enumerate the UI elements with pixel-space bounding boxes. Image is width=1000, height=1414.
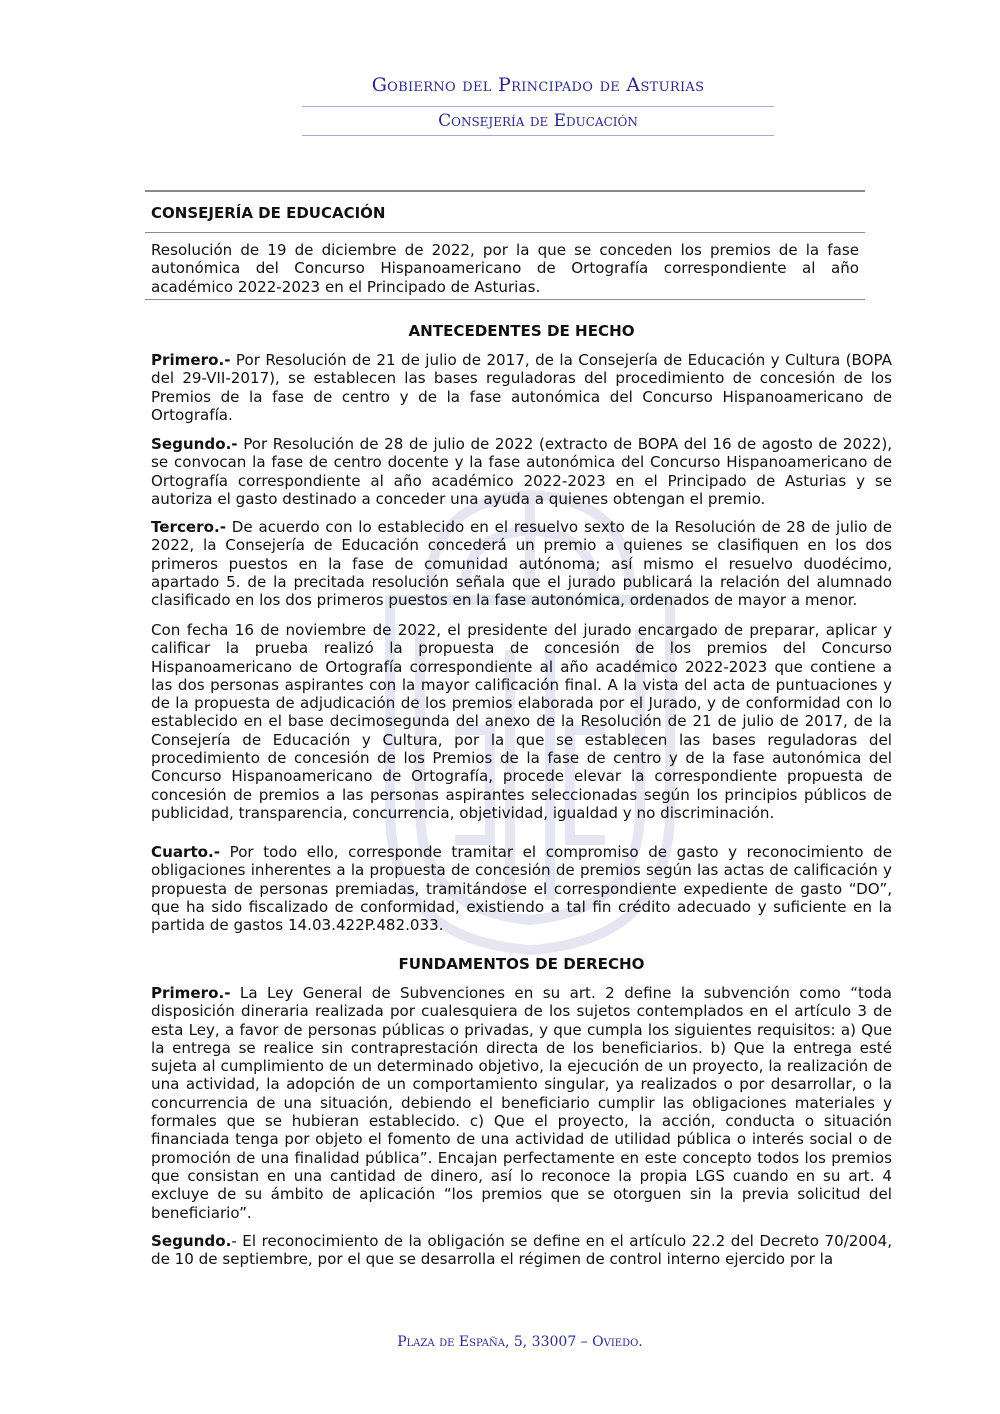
section-heading-fundamentos: FUNDAMENTOS DE DERECHO: [398, 955, 645, 973]
issuing-body: CONSEJERÍA DE EDUCACIÓN: [151, 203, 386, 222]
fundamento-primero: [151, 984, 892, 1222]
government-name: Gobierno del Principado de Asturias: [371, 74, 705, 96]
paragraph-label: Cuarto.-: [151, 843, 221, 861]
fundamento-segundo: [151, 1232, 892, 1269]
paragraph-label: Primero.-: [151, 984, 231, 1002]
paragraph-label: Tercero.-: [151, 518, 226, 536]
footer-address: Plaza de España, 5, 33007 – Oviedo.: [397, 1334, 643, 1350]
department-name: Consejería de Educación: [438, 111, 638, 131]
paragraph-label: Segundo.-: [151, 435, 238, 453]
paragraph-text: Por Resolución de 28 de julio de 2022 (extracto de BOPA del 16 de agosto de 2022), se convocan la fase de centro docente y la fase autonómica del Concurso Hispanoamericano de Ortografía correspondiente al año académico 2022-2023 en el Principado de Asturias y se autoriza el gasto destinado a conceder una ayuda a quienes obtengan el premio.: [151, 435, 892, 508]
paragraph-label: Segundo.: [151, 1232, 232, 1250]
antecedente-tercero: [151, 518, 892, 609]
paragraph-text: Con fecha 16 de noviembre de 2022, el presidente del jurado encargado de preparar, aplicar y calificar la prueba realizó la propuesta de concesión de los premios del Concurso Hispanoamericano de Ortografía correspondiente al año académico 2022-2023 que contiene a las dos personas aspirantes con la mayor calificación final. A la vista del acta de puntuaciones y de la propuesta de adjudicación de los premios elaborada por el Jurado, y de conformidad con lo establecido en el base decimosegunda del anexo de la Resolución de 21 de julio de 2017, de la Consejería de Educación y Cultura, por la que se establecen las bases reguladoras del procedimiento de concesión de los Premios de la fase de centro y de la fase autonómica del Concurso Hispanoamericano de Ortografía, procede elevar la correspondiente propuesta de concesión de premios a las personas aspirantes seleccionadas según los principios públicos de publicidad, transparencia, concurrencia, objetividad, igualdad y no discriminación.: [151, 621, 892, 822]
paragraph-text: La Ley General de Subvenciones en su art. 2 define la subvención como “toda disposición dineraria realizada por cualesquiera de los sujetos contemplados en el artículo 3 de esta Ley, a favor de personas públicas o privadas, y que cumpla los siguientes requisitos: a) Que la entrega se realice sin contraprestación directa de los beneficiarios. b) Que la entrega esté sujeta al cumplimiento de un determinado objetivo, la ejecución de un proyecto, la realización de una actividad, la adopción de un comportamiento singular, ya realizados o por desarrollar, o la concurrencia de una situación, debiendo el beneficiario cumplir las obligaciones materiales y formales que se hubieran establecido. c) Que el proyecto, la acción, conducta o situación financiada tenga por objeto el fomento de una actividad de utilidad pública o interés social o de promoción de una finalidad pública”. Encajan perfectamente en este concepto todos los premios que consistan en una cantidad de dinero, así lo reconoce la propia LGS cuando en su art. 4 excluye de su ámbito de aplicación “los premios que se otorguen sin la previa solicitud del beneficiario”.: [151, 984, 892, 1222]
title-box-bottom-rule: [145, 299, 865, 301]
antecedente-con-fecha: [151, 621, 892, 822]
antecedente-primero: [151, 351, 892, 424]
paragraph-label: Primero.-: [151, 351, 231, 369]
paragraph-text: Por todo ello, corresponde tramitar el compromiso de gasto y reconocimiento de obligaciones inherentes a la propuesta de concesión de premios según las actas de calificación y propuesta de personas premiadas, tramitándose el correspondiente expediente de gasto “DO”, que ha sido fiscalizado de conformidad, existiendo a tal fin crédito adecuado y suficiente en la partida de gastos 14.03.422P.482.033.: [151, 843, 892, 935]
antecedente-cuarto: [151, 843, 892, 934]
paragraph-text: Por Resolución de 21 de julio de 2017, de la Consejería de Educación y Cultura (BOPA del 29-VII-2017), se establecen las bases reguladoras del procedimiento de concesión de los Premios de la fase de centro y de la fase autonómica del Concurso Hispanoamericano de Ortografía.: [151, 351, 892, 424]
resolution-summary: Resolución de 19 de diciembre de 2022, por la que se conceden los premios de la fase autonómica del Concurso Hispanoamericano de Ortografía correspondiente al año académico 2022-2023 en el Principado de Asturias.: [151, 241, 859, 296]
resolution-title-box: [145, 190, 865, 300]
section-heading-antecedentes: ANTECEDENTES DE HECHO: [408, 322, 635, 340]
paragraph-text: De acuerdo con lo establecido en el resuelvo sexto de la Resolución de 28 de julio de 2022, la Consejería de Educación concederá un premio a quienes se clasifiquen en los dos primeros puestos en la fase de comunidad autónoma; así mismo el resuelvo duodécimo, apartado 5. de la precitada resolución señala que el jurado publicará la relación del alumnado clasificado en los dos primeros puestos en la fase autonómica, ordenados de mayor a menor.: [151, 518, 892, 610]
paragraph-text: - El reconocimiento de la obligación se define en el artículo 22.2 del Decreto 70/2004, de 10 de septiembre, por el que se desarrolla el régimen de control interno ejercido por la: [151, 1232, 892, 1269]
antecedente-segundo: [151, 435, 892, 508]
letterhead: [302, 70, 774, 136]
header-divider: [302, 135, 774, 136]
